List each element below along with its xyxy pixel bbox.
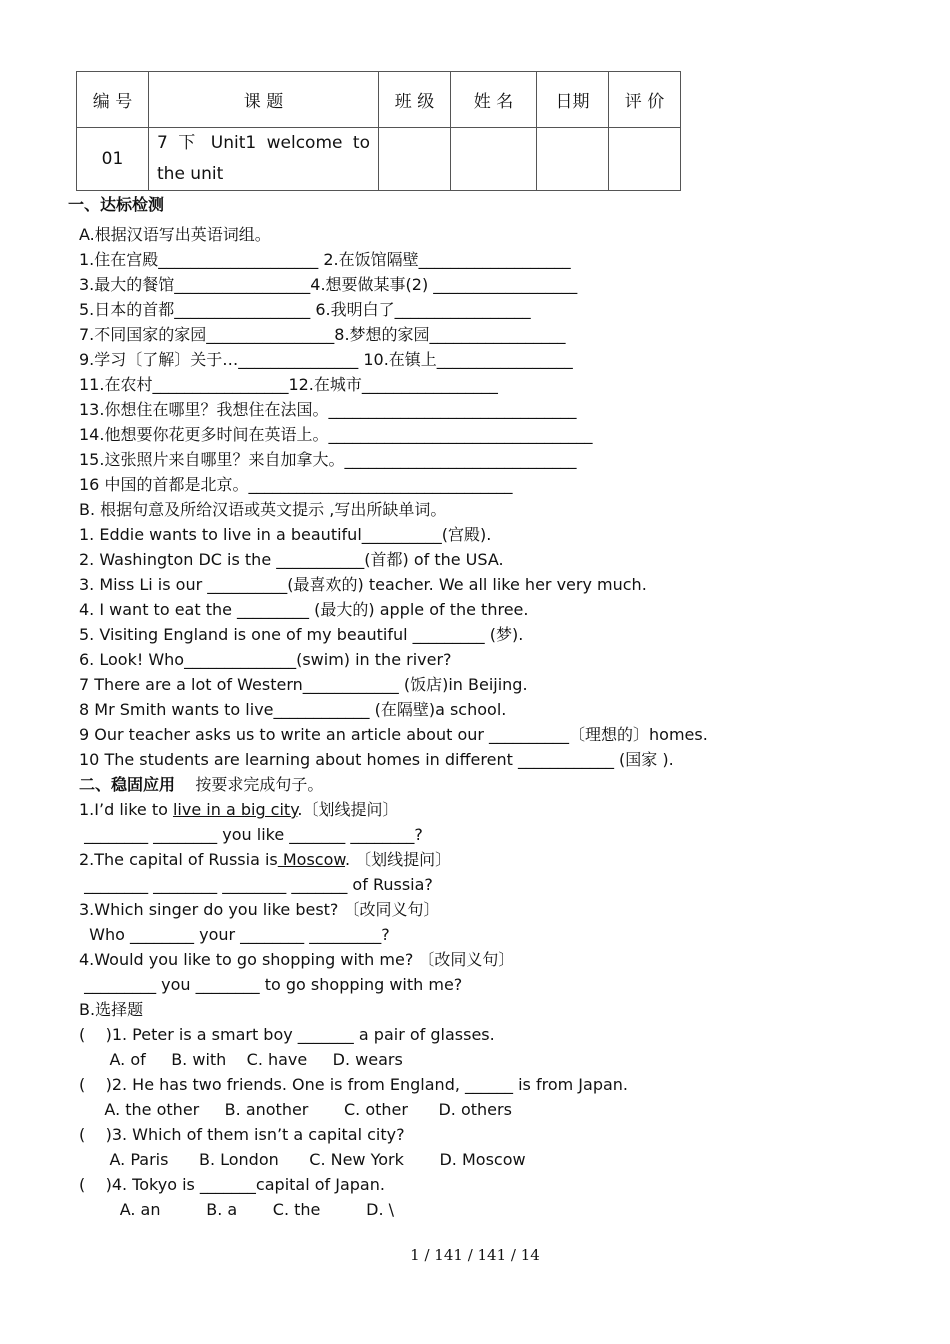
s2-q4: 4.Would you like to go shopping with me? 〔改同义句〕: [79, 950, 515, 969]
mc-question-4: ( )4. Tokyo is _______capital of Japan.: [79, 1175, 385, 1194]
partB-line-2: 2. Washington DC is the ___________(首都) of the USA.: [79, 550, 504, 569]
mc-question-1: ( )1. Peter is a smart boy _______ a pair of glasses.: [79, 1025, 495, 1044]
cell-topic: [149, 128, 379, 191]
partA-line-2: 3.最大的餐馆_________________4.想要做某事(2) __________________: [79, 275, 578, 294]
header-date: 日期: [537, 72, 609, 128]
mc-options-2: A. the other B. another C. other D. others: [79, 1100, 512, 1119]
partA-line-3: 5.日本的首都_________________ 6.我明白了_________________: [79, 300, 531, 319]
s2-q1-answer: ________ ________ you like _______ ________?: [79, 825, 423, 844]
partA-line-1: 1.住在宫殿____________________ 2.在饭馆隔壁___________________: [79, 250, 571, 269]
cell-number: 01: [77, 128, 149, 191]
mc-question-2: ( )2. He has two friends. One is from England, ______ is from Japan.: [79, 1075, 629, 1094]
mc-question-3: ( )3. Which of them isn’t a capital city?: [79, 1125, 405, 1144]
data-row: [77, 128, 681, 191]
mc-options-3: A. Paris B. London C. New York D. Moscow: [79, 1150, 526, 1169]
s2-q2-underlined: Moscow: [277, 850, 345, 869]
partB-title: B. 根据句意及所给汉语或英文提示 ,写出所缺单词。: [79, 500, 447, 519]
section2-title: 二、稳固应用: [79, 775, 176, 794]
cell-class: [379, 128, 451, 191]
header-row: [77, 72, 681, 128]
s2-partB-title: B.选择题: [79, 1000, 144, 1019]
s2-q1: [79, 797, 939, 822]
partB-line-6: 6. Look! Who______________(swim) in the river?: [79, 650, 452, 669]
header-topic: 课 题: [149, 72, 379, 128]
cell-evaluation: [609, 128, 681, 191]
header-evaluation: 评 价: [609, 72, 681, 128]
partA-line-4: 7.不同国家的家园________________8.梦想的家园_________________: [79, 325, 566, 344]
partB-line-9: 9 Our teacher asks us to write an article about our __________〔理想的〕homes.: [79, 725, 708, 744]
worksheet-content: [79, 222, 939, 1222]
s2-q3-answer: Who ________ your ________ _________?: [79, 925, 390, 944]
header-class: 班 级: [379, 72, 451, 128]
partA-title: A.根据汉语写出英语词组。: [79, 225, 271, 244]
partB-line-7: 7 There are a lot of Western____________ (饭店)in Beijing.: [79, 675, 528, 694]
partB-line-4: 4. I want to eat the _________ (最大的) apple of the three.: [79, 600, 529, 619]
s2-q1-post: .〔划线提问〕: [297, 800, 399, 819]
partA-line-6: 11.在农村_________________12.在城市_________________: [79, 375, 498, 394]
partB-line-10: 10 The students are learning about homes in different ____________ (国家 ).: [79, 750, 674, 769]
partB-line-5: 5. Visiting England is one of my beautiful _________ (梦).: [79, 625, 524, 644]
header-number: 编 号: [77, 72, 149, 128]
cell-date: [537, 128, 609, 191]
partA-line-8: 14.他想要你花更多时间在英语上。_________________________________: [79, 425, 593, 444]
partB-line-8: 8 Mr Smith wants to live____________ (在隔壁)a school.: [79, 700, 507, 719]
header-table: [76, 71, 681, 191]
s2-q2-post: . 〔划线提问〕: [344, 850, 452, 869]
page-footer: 1 / 141 / 141 / 14: [410, 1246, 540, 1264]
partA-line-10: 16 中国的首都是北京。_________________________________: [79, 475, 513, 494]
s2-q1-pre: 1.I’d like to: [79, 800, 173, 819]
partB-line-3: 3. Miss Li is our __________(最喜欢的) teacher. We all like her very much.: [79, 575, 647, 594]
section2-heading: [79, 772, 939, 797]
partA-line-5: 9.学习〔了解〕关于…_______________ 10.在镇上_________________: [79, 350, 573, 369]
mc-options-4: A. an B. a C. the D. \: [79, 1200, 395, 1219]
partA-line-7: 13.你想住在哪里？我想住在法国。_______________________________: [79, 400, 577, 419]
s2-q1-underlined: live in a big city: [172, 800, 298, 819]
s2-q2-answer: ________ ________ ________ _______ of Russia?: [79, 875, 433, 894]
mc-options-1: A. of B. with C. have D. wears: [79, 1050, 403, 1069]
topic-text: 7 下 Unit1 welcome to the unit: [157, 133, 370, 184]
s2-q2-pre: 2.The capital of Russia is: [79, 850, 278, 869]
partB-line-1: 1. Eddie wants to live in a beautiful__________(宫殿).: [79, 525, 492, 544]
s2-q4-answer: _________ you ________ to go shopping with me?: [79, 975, 463, 994]
partA-line-9: 15.这张照片来自哪里？来自加拿大。_____________________________: [79, 450, 577, 469]
header-name: 姓 名: [451, 72, 537, 128]
s2-q3: 3.Which singer do you like best? 〔改同义句〕: [79, 900, 440, 919]
section1-title: 一、达标检测: [68, 195, 165, 214]
cell-name: [451, 128, 537, 191]
s2-q2: [79, 847, 939, 872]
section2-instruction: 按要求完成句子。: [195, 775, 324, 794]
